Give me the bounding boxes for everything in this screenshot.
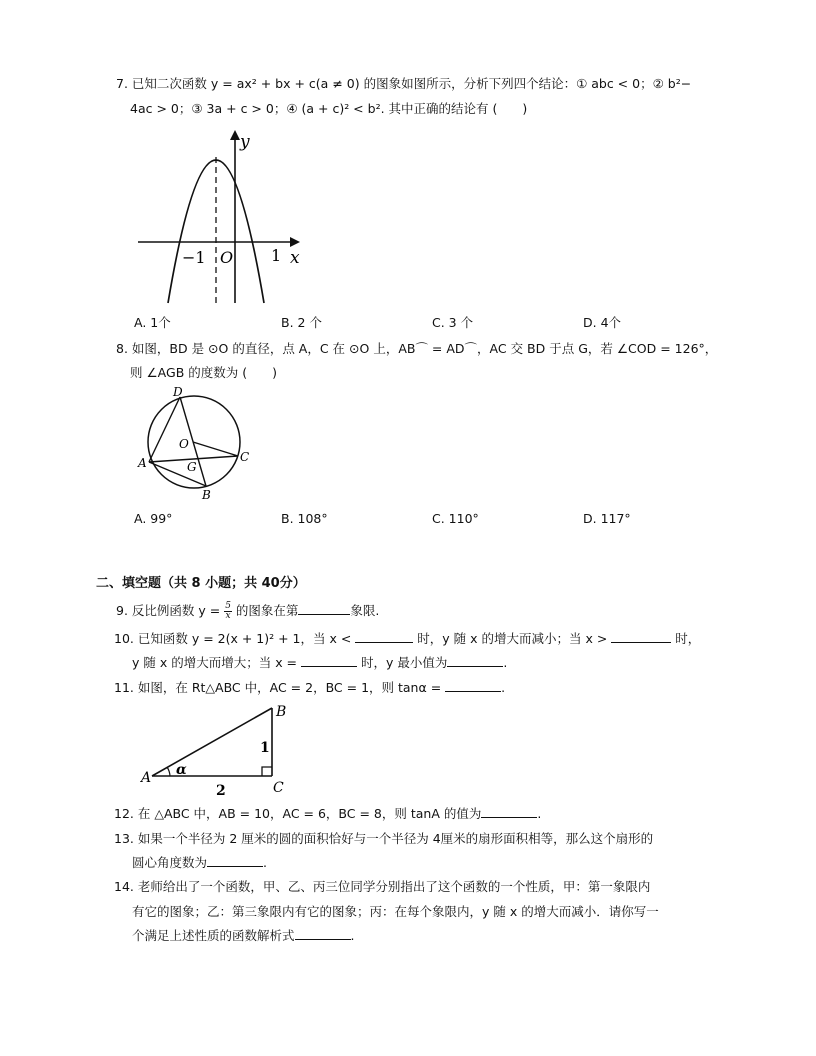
q14-answer-blank[interactable] <box>295 927 351 940</box>
q8-label-b: B <box>202 488 211 502</box>
q8-option-d: D. 117° <box>583 511 631 526</box>
q10-line2-b: 时，y 最小值为 <box>357 655 448 670</box>
q10-blank-3[interactable] <box>301 654 357 667</box>
q9-prefix: 9. 反比例函数 y = <box>116 603 225 618</box>
q10-blank-4[interactable] <box>447 654 503 667</box>
q8-circle-figure <box>132 386 262 506</box>
q7-text-line1: 7. 已知二次函数 y = ax² + bx + c(a ≠ 0) 的图象如图所示，分析下列四个结论：① abc < 0；② b²− <box>116 76 692 91</box>
q11-triangle-figure <box>140 700 300 800</box>
q10-line1 <box>114 630 700 648</box>
q11-label-c: C <box>273 780 284 796</box>
q7-text-line2: 4ac > 0；③ 3a + c > 0；④ (a + c)² < b². 其中正确的结论有 ( ) <box>130 101 528 116</box>
q12-text <box>114 805 541 823</box>
q8-label-a: A <box>138 456 147 470</box>
q9-text <box>116 602 379 621</box>
q8-option-c: C. 110° <box>432 511 479 526</box>
q11-text-b: . <box>501 680 506 695</box>
q11-label-alpha: α <box>176 762 187 778</box>
q10-line2 <box>132 654 507 672</box>
q8-label-g: G <box>187 460 197 474</box>
q9-fraction <box>224 602 232 621</box>
q8-text-line2: 则 ∠AGB 的度数为 ( ) <box>130 365 277 380</box>
q10-line2-c: . <box>503 655 508 670</box>
q10-blank-1[interactable] <box>355 630 413 643</box>
q8-label-c: C <box>240 450 250 464</box>
q8-label-d: D <box>173 386 183 399</box>
q13-line2 <box>132 854 267 872</box>
section-2-title: 二、填空题（共 8 小题；共 40分） <box>96 576 306 591</box>
q8-option-a: A. 99° <box>134 511 173 526</box>
q11-answer-blank[interactable] <box>445 679 501 692</box>
q8-label-o: O <box>179 437 189 451</box>
q14-line2: 有它的图象；乙：第三象限内有它的图象；丙：在每个象限内，y 随 x 的增大而减小．请你写一 <box>132 904 659 919</box>
q9-answer-blank[interactable] <box>298 602 350 615</box>
q10-blank-2[interactable] <box>611 630 671 643</box>
q10-line1-b: 时，y 随 x 的增大而减小；当 x > <box>413 631 612 646</box>
q7-option-c: C. 3 个 <box>432 315 474 330</box>
q9-frac-num: 5 <box>225 601 231 611</box>
q11-text <box>114 679 505 697</box>
q7-origin-label: O <box>220 248 234 267</box>
q12-answer-blank[interactable] <box>481 805 537 818</box>
q7-option-a: A. 1个 <box>134 315 171 330</box>
q7-tick-1: 1 <box>271 246 282 265</box>
q13-line2-b: . <box>263 855 267 870</box>
q7-parabola-figure <box>130 125 310 310</box>
q7-y-label: y <box>240 132 250 152</box>
q8-text-line1: 8. 如图，BD 是 ⊙O 的直径，点 A，C 在 ⊙O 上，AB⌒ = AD⌒，AC 交 BD 于点 G，若 ∠COD = 126°， <box>116 341 718 356</box>
q7-x-label: x <box>290 248 300 268</box>
q11-label-a: A <box>141 770 152 786</box>
q13-line1: 13. 如果一个半径为 2 厘米的圆的面积恰好与一个半径为 4厘米的扇形面积相等，那么这个扇形的 <box>114 831 654 846</box>
q14-line3-b: . <box>350 928 355 943</box>
q9-mid: 的图象在第 <box>231 603 299 618</box>
q9-suffix: 象限. <box>350 603 380 618</box>
q7-option-b: B. 2 个 <box>281 315 322 330</box>
q14-line3-a: 个满足上述性质的函数解析式 <box>132 928 295 943</box>
q11-label-b: B <box>276 704 287 720</box>
q11-label-side-bc: 1 <box>260 740 270 756</box>
q13-answer-blank[interactable] <box>207 854 263 867</box>
q7-tick-neg1: −1 <box>182 248 206 267</box>
q14-line3 <box>132 927 355 945</box>
q10-line1-a: 10. 已知函数 y = 2(x + 1)² + 1，当 x < <box>114 631 356 646</box>
q9-frac-den: x <box>225 611 231 621</box>
q11-label-side-ac: 2 <box>216 783 226 799</box>
q8-option-b: B. 108° <box>281 511 328 526</box>
q10-line2-a: y 随 x 的增大而增大；当 x = <box>132 655 302 670</box>
q12-text-a: 12. 在 △ABC 中，AB = 10，AC = 6，BC = 8，则 tanA 的值为 <box>114 806 482 821</box>
q11-text-a: 11. 如图，在 Rt△ABC 中，AC = 2，BC = 1，则 tanα = <box>114 680 446 695</box>
q13-line2-a: 圆心角度数为 <box>132 855 208 870</box>
q10-line1-c: 时， <box>671 631 701 646</box>
q12-text-b: . <box>537 806 542 821</box>
q14-line1: 14. 老师给出了一个函数，甲、乙、丙三位同学分别指出了这个函数的一个性质，甲：第一象限内 <box>114 879 651 894</box>
q7-option-d: D. 4个 <box>583 315 622 330</box>
